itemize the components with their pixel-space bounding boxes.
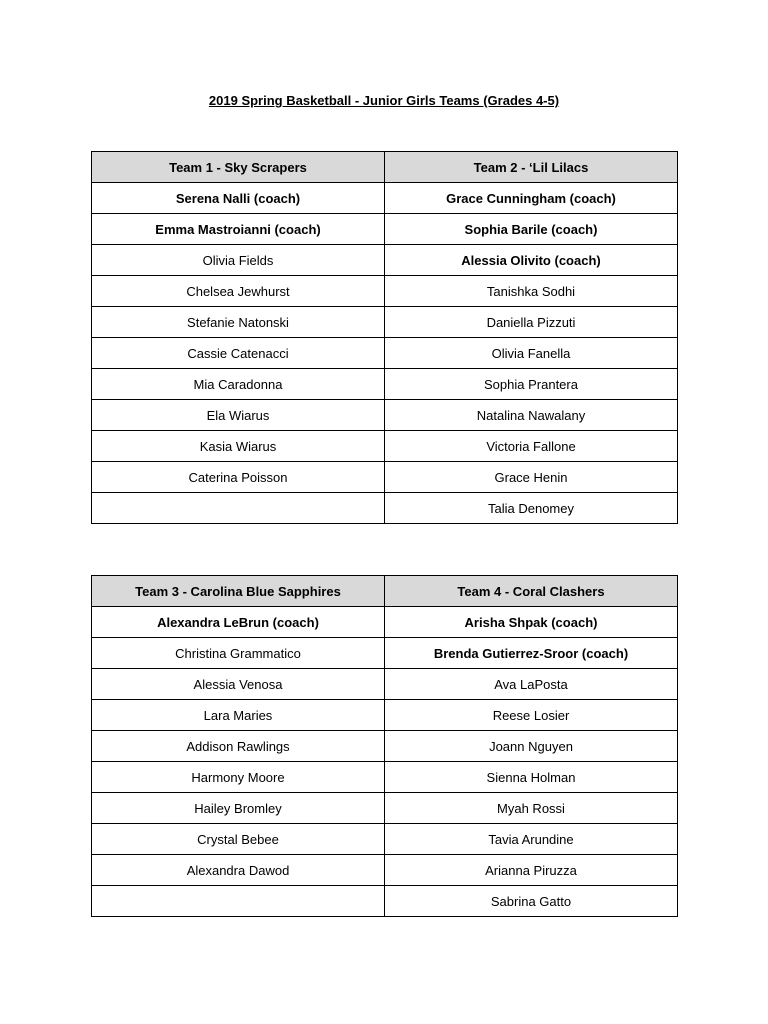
table-row xyxy=(92,886,678,917)
player-cell xyxy=(92,493,385,524)
player-cell: Serena Nalli (coach) xyxy=(92,183,385,214)
player-cell: Talia Denomey xyxy=(385,493,678,524)
table-row xyxy=(92,493,678,524)
player-cell: Daniella Pizzuti xyxy=(385,307,678,338)
table-row xyxy=(92,638,678,669)
player-cell: Alexandra Dawod xyxy=(92,855,385,886)
player-cell: Crystal Bebee xyxy=(92,824,385,855)
player-cell: Caterina Poisson xyxy=(92,462,385,493)
table-row xyxy=(92,462,678,493)
player-cell: Reese Losier xyxy=(385,700,678,731)
player-cell: Alessia Venosa xyxy=(92,669,385,700)
table-row xyxy=(92,762,678,793)
player-cell: Harmony Moore xyxy=(92,762,385,793)
table-row xyxy=(92,607,678,638)
table-row xyxy=(92,214,678,245)
team-header: Team 2 - ‘Lil Lilacs xyxy=(385,152,678,183)
table-row xyxy=(92,431,678,462)
table-header-row xyxy=(92,576,678,607)
player-cell: Sophia Prantera xyxy=(385,369,678,400)
player-cell: Natalina Nawalany xyxy=(385,400,678,431)
player-cell: Sabrina Gatto xyxy=(385,886,678,917)
player-cell: Olivia Fanella xyxy=(385,338,678,369)
player-cell: Lara Maries xyxy=(92,700,385,731)
player-cell: Arianna Piruzza xyxy=(385,855,678,886)
page-title: 2019 Spring Basketball - Junior Girls Teams (Grades 4-5) xyxy=(208,93,560,108)
player-cell: Tanishka Sodhi xyxy=(385,276,678,307)
player-cell: Sophia Barile (coach) xyxy=(385,214,678,245)
player-cell: Chelsea Jewhurst xyxy=(92,276,385,307)
team-header: Team 4 - Coral Clashers xyxy=(385,576,678,607)
player-cell: Hailey Bromley xyxy=(92,793,385,824)
player-cell: Grace Cunningham (coach) xyxy=(385,183,678,214)
player-cell: Sienna Holman xyxy=(385,762,678,793)
player-cell: Alexandra LeBrun (coach) xyxy=(92,607,385,638)
player-cell: Olivia Fields xyxy=(92,245,385,276)
table-row xyxy=(92,824,678,855)
player-cell: Cassie Catenacci xyxy=(92,338,385,369)
table-row xyxy=(92,369,678,400)
player-cell: Addison Rawlings xyxy=(92,731,385,762)
table-header-row xyxy=(92,152,678,183)
player-cell: Christina Grammatico xyxy=(92,638,385,669)
table-row xyxy=(92,400,678,431)
player-cell: Mia Caradonna xyxy=(92,369,385,400)
player-cell: Myah Rossi xyxy=(385,793,678,824)
roster-table-1 xyxy=(91,151,678,524)
player-cell: Kasia Wiarus xyxy=(92,431,385,462)
roster-table-2 xyxy=(91,575,678,917)
player-cell: Ava LaPosta xyxy=(385,669,678,700)
table-row xyxy=(92,183,678,214)
table-row xyxy=(92,731,678,762)
team-header: Team 3 - Carolina Blue Sapphires xyxy=(92,576,385,607)
table-row xyxy=(92,276,678,307)
table-row xyxy=(92,855,678,886)
player-cell: Stefanie Natonski xyxy=(92,307,385,338)
player-cell: Tavia Arundine xyxy=(385,824,678,855)
table-row xyxy=(92,669,678,700)
player-cell: Arisha Shpak (coach) xyxy=(385,607,678,638)
player-cell: Victoria Fallone xyxy=(385,431,678,462)
table-row xyxy=(92,700,678,731)
player-cell xyxy=(92,886,385,917)
player-cell: Ela Wiarus xyxy=(92,400,385,431)
team-header: Team 1 - Sky Scrapers xyxy=(92,152,385,183)
player-cell: Joann Nguyen xyxy=(385,731,678,762)
player-cell: Emma Mastroianni (coach) xyxy=(92,214,385,245)
player-cell: Alessia Olivito (coach) xyxy=(385,245,678,276)
player-cell: Grace Henin xyxy=(385,462,678,493)
table-row xyxy=(92,338,678,369)
table-row xyxy=(92,793,678,824)
table-row xyxy=(92,307,678,338)
table-row xyxy=(92,245,678,276)
player-cell: Brenda Gutierrez-Sroor (coach) xyxy=(385,638,678,669)
